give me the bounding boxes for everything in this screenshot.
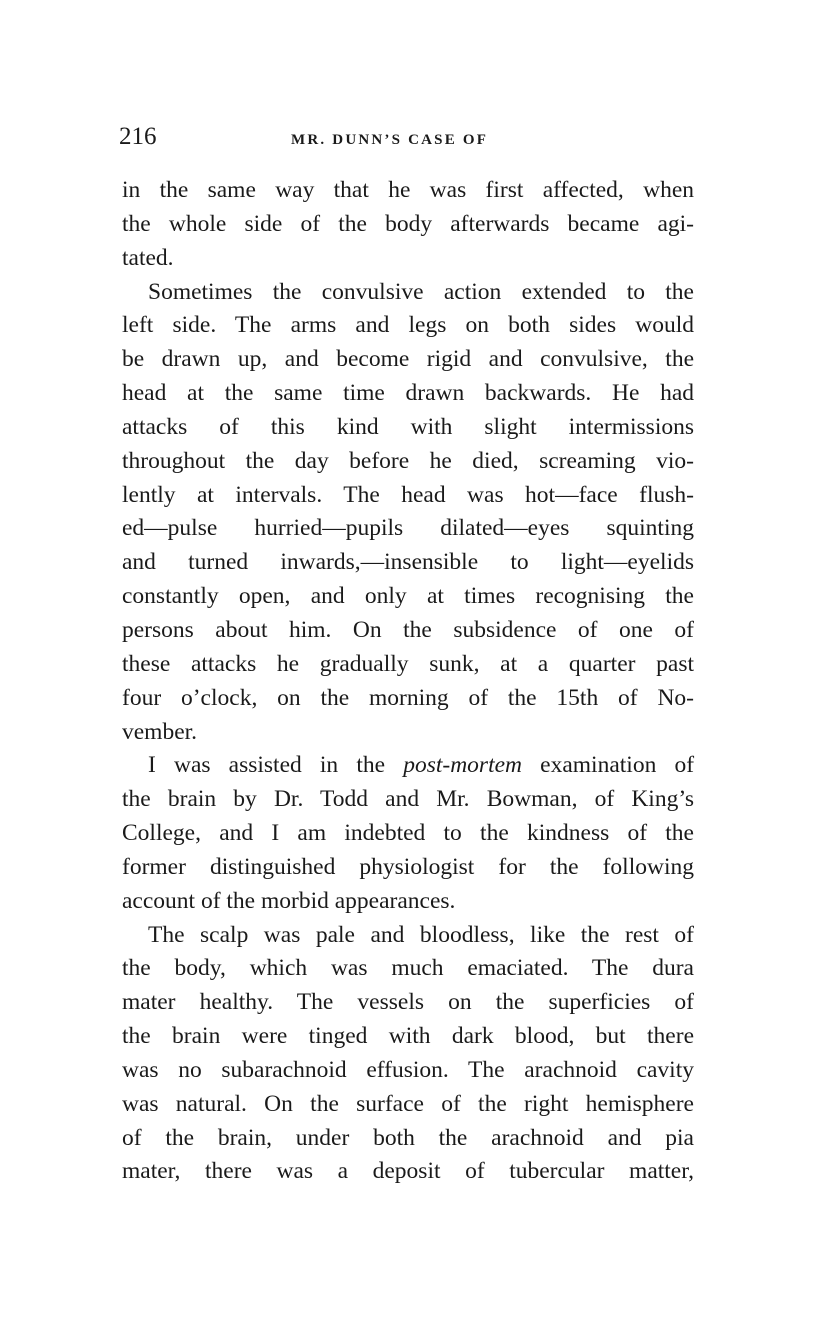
text-line: four o’clock, on the morning of the 15th of No- [122, 684, 694, 711]
text-line: the body, which was much emaciated. The dura [122, 955, 694, 982]
text-line: left side. The arms and legs on both sides would [122, 312, 694, 339]
text-line-mixed [122, 749, 694, 783]
text-line: lently at intervals. The head was hot—face flush- [122, 481, 694, 508]
text-line: mater healthy. The vessels on the superficies of [122, 989, 694, 1016]
text-line: the brain by Dr. Todd and Mr. Bowman, of King’s [122, 786, 694, 813]
text-line: former distinguished physiologist for the following [122, 853, 694, 880]
body-text [122, 174, 694, 1189]
text-line: mater, there was a deposit of tubercular matter, [122, 1158, 694, 1185]
text-line: account of the morbid appearances. [122, 887, 456, 914]
text-line: attacks of this kind with slight intermissions [122, 413, 694, 440]
text-line: constantly open, and only at times recognising the [122, 583, 694, 610]
page-number: 216 [119, 123, 157, 150]
text-line: and turned inwards,—insensible to light—eyelids [122, 549, 694, 576]
text-line: persons about him. On the subsidence of one of [122, 616, 694, 643]
text-fragment: I was assisted in the [148, 752, 386, 779]
text-line: ed—pulse hurried—pupils dilated—eyes squinting [122, 515, 694, 542]
text-line: was natural. On the surface of the right hemisphere [122, 1090, 694, 1117]
text-line: head at the same time drawn backwards. He had [122, 380, 694, 407]
text-line: was no subarachnoid effusion. The arachnoid cavity [122, 1056, 694, 1083]
text-line: the brain were tinged with dark blood, but there [122, 1023, 694, 1050]
text-line: College, and I am indebted to the kindness of the [122, 820, 694, 847]
running-head: MR. DUNN’S CASE OF [291, 132, 489, 148]
text-fragment: examination of [540, 752, 695, 779]
text-line: The scalp was pale and bloodless, like the rest of [148, 921, 694, 948]
text-line: these attacks he gradually sunk, at a quarter past [122, 650, 694, 677]
text-line: Sometimes the convulsive action extended to the [148, 278, 694, 305]
text-line: be drawn up, and become rigid and convulsive, the [122, 346, 694, 373]
text-line: in the same way that he was first affected, when [122, 177, 694, 203]
text-line: the whole side of the body afterwards became agi- [122, 210, 694, 237]
text-line: throughout the day before he died, screaming vio- [122, 447, 694, 474]
page-header [119, 122, 694, 158]
italic-term: post-mortem [403, 752, 522, 779]
text-line: vember. [122, 718, 198, 745]
text-line: tated. [122, 244, 174, 271]
text-line: of the brain, under both the arachnoid and pia [122, 1124, 694, 1151]
